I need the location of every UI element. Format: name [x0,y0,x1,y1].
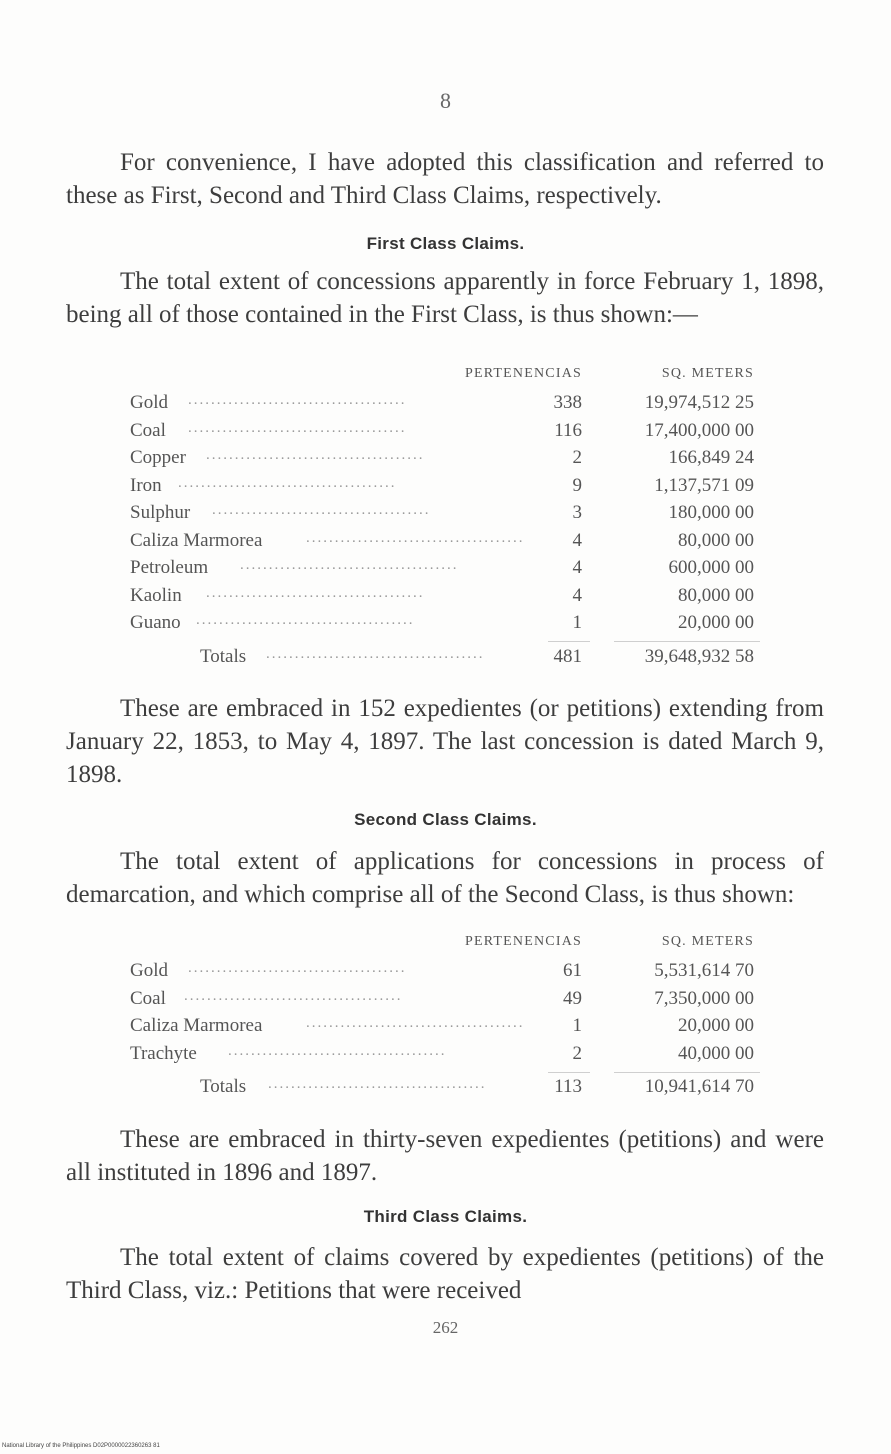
library-footer: National Library of the Philippines D02P0000022360263 81 [2,1443,160,1449]
row-count: 1 [572,1015,582,1036]
row-name: Coal [130,987,166,1009]
dot-leader: ...................................... [266,645,485,662]
header-sq-meters: SQ. METERS [661,366,754,381]
row-name: Gold [130,392,168,413]
dot-leader: ...................................... [240,557,459,573]
totals-sq: 39,648,932 58 [644,645,754,667]
header-pertenencias: PERTENENCIAS [464,934,582,949]
row-count: 2 [572,447,582,468]
table-row [130,1015,760,1043]
row-count: 3 [572,502,582,523]
dot-leader: ...................................... [306,529,525,546]
table-row [130,420,760,448]
dot-leader: ...................................... [196,612,415,628]
totals-label: Totals [200,645,247,667]
row-count: 4 [572,529,582,551]
dot-leader: ...................................... [188,419,407,436]
second-class-table [130,934,760,1110]
totals-count: 113 [554,1076,582,1097]
intro-paragraph: For convenience, I have adopted this classification and referred to these as First, Second and Third Class Claims, respectively. [66,149,824,209]
totals-count: 481 [553,645,582,667]
totals-label: Totals [200,1076,247,1097]
row-count: 116 [554,419,582,441]
page-number: 8 [440,88,451,113]
first-class-paragraph: The total extent of concessions apparently in force February 1, 1898, being all of those contained in the First Class, is thus shown:— [66,268,824,328]
totals-sq: 10,941,614 70 [644,1076,754,1097]
third-class-paragraph: The total extent of claims covered by expedientes (petitions) of the Third Class, viz.: Petitions that were received [66,1244,824,1304]
first-class-table [130,366,760,680]
table-row [130,988,760,1016]
heading-second-class: Second Class Claims. [354,810,537,829]
row-sq: 20,000 00 [678,612,754,633]
row-name: Gold [130,960,168,981]
total-rule [548,641,590,642]
row-sq: 40,000 00 [678,1042,754,1064]
table-row [130,612,760,640]
first-class-summary: These are embraced in 152 expedientes (or petitions) extending from January 22, 1853, to May 4, 1897. The last concession is dated March 9, 1898. [66,695,824,788]
table-row [130,447,760,475]
dot-leader: ...................................... [212,502,431,518]
row-sq: 600,000 00 [668,557,754,578]
row-name: Caliza Marmorea [130,529,263,551]
dot-leader: ...................................... [206,447,425,463]
table-row [130,530,760,558]
row-count: 61 [563,960,582,981]
row-name: Iron [130,474,162,496]
row-sq: 7,350,000 00 [654,987,754,1009]
row-count: 338 [553,392,582,413]
row-name: Coal [130,419,166,441]
row-count: 9 [572,474,582,496]
row-count: 49 [563,987,582,1009]
dot-leader: ...................................... [188,392,407,408]
table-row [130,557,760,585]
row-count: 4 [572,557,582,578]
dot-leader: ...................................... [184,987,403,1004]
bottom-page-number: 262 [432,1318,459,1337]
header-pertenencias: PERTENENCIAS [464,366,582,381]
dot-leader: ...................................... [228,1042,447,1059]
second-class-summary: These are embraced in thirty-seven expedientes (petitions) and were all instituted in 1896 and 1897. [66,1126,824,1186]
dot-leader: ...................................... [206,584,425,601]
row-name: Caliza Marmorea [130,1015,263,1036]
row-sq: 1,137,571 09 [654,474,754,496]
row-sq: 80,000 00 [678,529,754,551]
row-name: Petroleum [130,557,209,578]
dot-leader: ...................................... [306,1015,525,1031]
table-row [130,960,760,988]
row-count: 4 [572,584,582,606]
table-row [130,475,760,503]
row-name: Sulphur [130,502,191,523]
heading-first-class: First Class Claims. [366,234,525,253]
total-rule [548,1072,590,1073]
row-sq: 80,000 00 [678,584,754,606]
dot-leader: ...................................... [178,474,397,491]
row-sq: 166,849 24 [668,447,754,468]
table-row [130,1043,760,1071]
row-name: Copper [130,447,186,468]
table-header [130,366,760,392]
row-count: 2 [572,1042,582,1064]
second-class-paragraph: The total extent of applications for concessions in process of demarcation, and which comprise all of the Second Class, is thus shown: [66,848,824,908]
table-row [130,392,760,420]
table-row [130,585,760,613]
row-sq: 19,974,512 25 [644,392,754,413]
total-rule [614,641,760,642]
dot-leader: ...................................... [188,960,407,976]
header-sq-meters: SQ. METERS [661,934,754,949]
row-name: Kaolin [130,584,182,606]
row-name: Trachyte [130,1042,197,1064]
total-rule [614,1072,760,1073]
heading-third-class: Third Class Claims. [363,1207,528,1226]
row-name: Guano [130,612,181,633]
totals-row [130,1076,760,1110]
row-sq: 180,000 00 [668,502,754,523]
dot-leader: ...................................... [268,1076,487,1092]
row-sq: 5,531,614 70 [654,960,754,981]
table-header [130,934,760,960]
totals-row [130,646,760,680]
row-sq: 20,000 00 [678,1015,754,1036]
row-sq: 17,400,000 00 [644,419,754,441]
table-row [130,502,760,530]
row-count: 1 [572,612,582,633]
